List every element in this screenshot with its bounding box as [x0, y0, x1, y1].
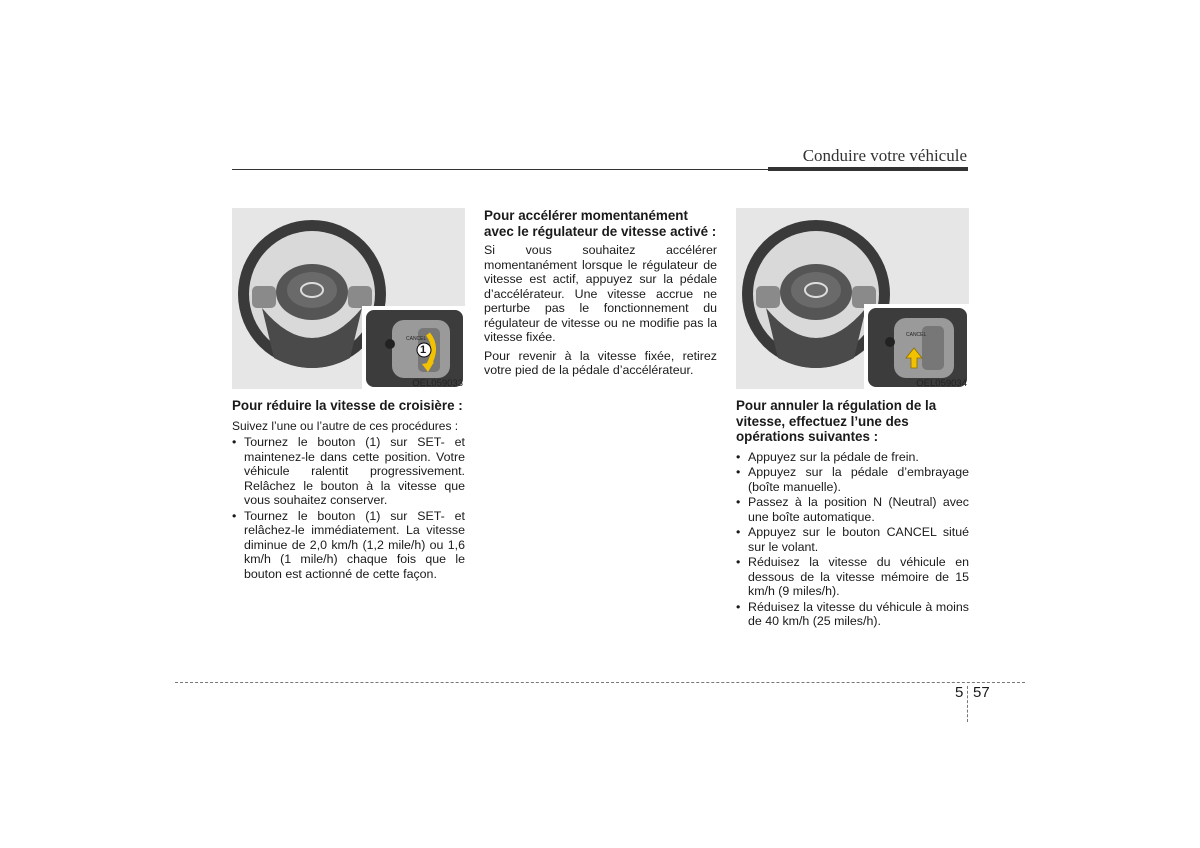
steering-wheel-figure-right	[736, 208, 969, 389]
footer-divider	[967, 686, 968, 722]
page-header-title: Conduire votre véhicule	[802, 146, 967, 165]
steering-wheel-figure-left	[232, 208, 465, 389]
list-item: • Tournez le bouton (1) sur SET- et maintenez-le dans cette position. Votre véhicule ralentit progressivement. Relâchez le bouton à la vitesse que vous souhaitez conserver.	[232, 435, 465, 508]
header-rule	[232, 169, 768, 170]
header-rule-accent	[768, 167, 968, 171]
figure-code-right: OEL059034	[916, 378, 967, 389]
list-item: • Réduisez la vitesse du véhicule à moins de 40 km/h (25 miles/h).	[736, 600, 969, 629]
list-item: • Appuyez sur la pédale d’embrayage (boîte manuelle).	[736, 465, 969, 494]
list-item: • Appuyez sur le bouton CANCEL situé sur le volant.	[736, 525, 969, 554]
footer-rule	[175, 682, 1025, 683]
middle-paragraph: Pour revenir à la vitesse fixée, retirez votre pied de la pédale d’accélérateur.	[484, 348, 717, 377]
middle-heading: Pour accélérer momentanément avec le régulateur de vitesse activé :	[484, 208, 717, 239]
left-heading: Pour réduire la vitesse de croisière :	[232, 398, 463, 413]
section-number: 5	[955, 684, 964, 701]
middle-paragraph: Si vous souhaitez accélérer momentanément lorsque le régulateur de vitesse est actif, appuyez sur la pédale d’accélérateur. Une vitesse accrue ne perturbe pas le fonctionnement du régulateur de vitesse ou ne modifie pas la vitesse fixée.	[484, 243, 717, 344]
left-column	[232, 208, 465, 581]
callout-number: 1	[420, 344, 427, 356]
left-intro: Suivez l’une ou l’autre de ces procédures :	[232, 418, 459, 433]
list-item: • Réduisez la vitesse du véhicule en dessous de la vitesse mémoire de 15 km/h (9 miles/h).	[736, 555, 969, 599]
list-item: • Appuyez sur la pédale de frein.	[736, 450, 969, 465]
figure-code-left: OEL059033	[412, 378, 463, 389]
svg-text:CANCEL: CANCEL	[906, 332, 927, 338]
steering-wheel-illustration	[736, 208, 969, 389]
list-item: • Tournez le bouton (1) sur SET- et relâchez-le immédiatement. La vitesse diminue de 2,0 km/h (1,2 mile/h) ou 1,6 km/h (1 mile/h) chaque fois que le bouton est actionné de cette façon.	[232, 509, 465, 582]
steering-wheel-illustration	[232, 208, 465, 389]
left-bullet-list	[232, 435, 465, 581]
svg-text:CANCEL: CANCEL	[406, 336, 427, 342]
page-number: 57	[973, 684, 990, 701]
list-item: • Passez à la position N (Neutral) avec une boîte automatique.	[736, 495, 969, 524]
middle-column	[484, 208, 717, 378]
right-column	[736, 208, 969, 629]
right-heading: Pour annuler la régulation de la vitesse, effectuez l’une des opérations suivantes :	[736, 398, 937, 444]
right-bullet-list	[736, 450, 969, 629]
